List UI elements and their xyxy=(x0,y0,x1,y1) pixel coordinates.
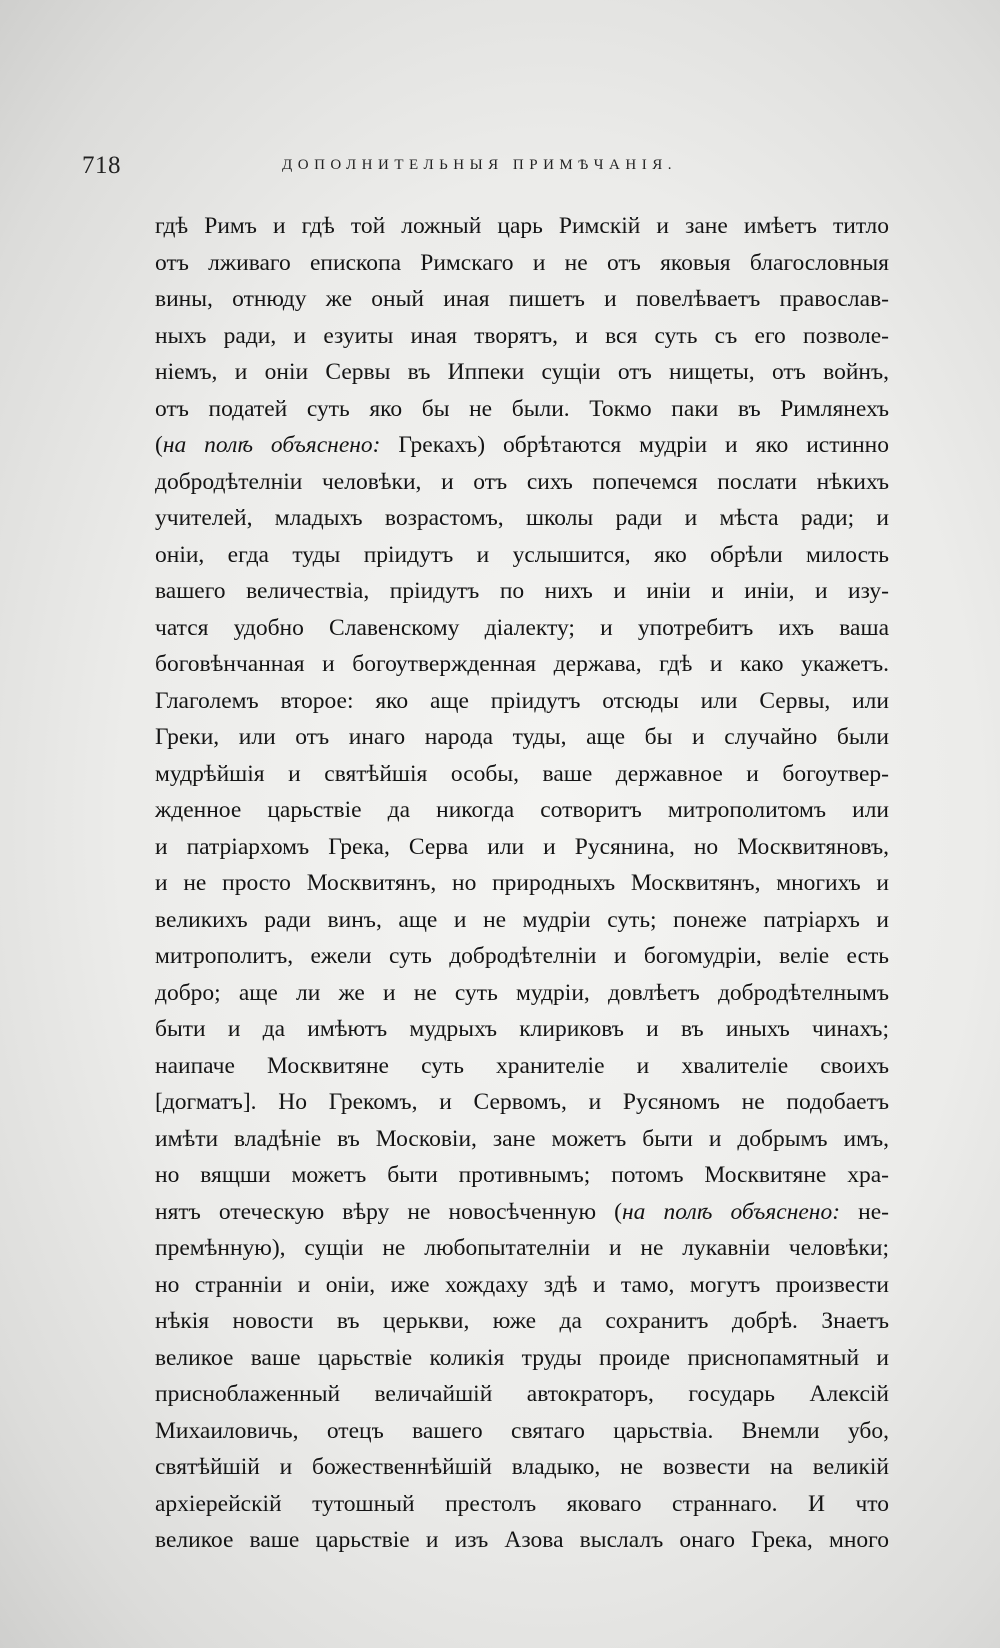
text-segment: не- xyxy=(840,1198,890,1225)
text-segment: имѣти владѣніе въ Московіи, зане можетъ быти и добрымъ имъ, xyxy=(155,1125,889,1152)
text-segment: митрополитъ, ежели суть добродѣтелніи и богомудріи, веліе есть xyxy=(155,943,889,969)
text-line xyxy=(155,573,889,610)
text-line xyxy=(155,537,889,574)
text-segment: ( xyxy=(155,432,163,458)
text-segment: и патріархомъ Грека, Серва или и Русянина, но Москвитяновъ, xyxy=(155,833,889,860)
text-line xyxy=(155,391,889,428)
text-segment: Греки, или отъ инаго народа туды, аще бы и случайно были xyxy=(155,724,889,750)
text-line xyxy=(155,1486,889,1523)
text-line xyxy=(155,427,889,464)
text-segment: отъ податей суть яко бы не были. Токмо паки въ Римлянехъ xyxy=(155,395,889,422)
text-segment: быти и да имѣютъ мудрыхъ клириковъ и въ иныхъ чинахъ; xyxy=(155,1016,889,1042)
page-number: 718 xyxy=(82,152,121,179)
running-title: ДОПОЛНИТЕЛЬНЫЯ ПРИМѢЧАНІЯ. xyxy=(282,157,677,173)
text-segment: великое ваше царьствіе коликія труды проиде приснопамятный и xyxy=(155,1344,889,1371)
text-segment: [догматъ]. Но Грекомъ, и Сервомъ, и Русяномъ не подобаетъ xyxy=(155,1089,889,1115)
text-segment: но странніи и оніи, иже хождаху здѣ и тамо, могутъ произвести xyxy=(155,1271,889,1298)
text-segment: ныхъ ради, и езуиты иная творятъ, и вся суть съ его позволе- xyxy=(155,322,889,349)
text-line xyxy=(155,318,889,355)
text-line xyxy=(155,1522,889,1559)
text-segment: и не просто Москвитянъ, но природныхъ Москвитянъ, многихъ и xyxy=(155,870,889,896)
text-line xyxy=(155,610,889,647)
text-line xyxy=(155,500,889,537)
text-segment: наипаче Москвитяне суть хранителіе и хвалителіе своихъ xyxy=(155,1052,889,1079)
text-segment: добродѣтелніи человѣки, и отъ сихъ попечемся послати нѣкихъ xyxy=(155,468,889,495)
text-line xyxy=(155,1449,889,1486)
text-segment: жденное царьствіе да никогда сотворитъ митрополитомъ или xyxy=(155,797,889,823)
text-segment: приснoблаженный величайшій автократоръ, государь Алексій xyxy=(155,1381,889,1407)
text-line xyxy=(155,646,889,683)
text-line xyxy=(155,208,889,245)
text-line xyxy=(155,938,889,975)
running-header xyxy=(82,152,902,186)
text-line xyxy=(155,683,889,720)
italic-segment: на полѣ объяснено: xyxy=(622,1198,841,1225)
text-segment: нѣкія новости въ церькви, юже да сохранитъ добрѣ. Знаетъ xyxy=(155,1308,889,1334)
text-segment: нятъ отеческую вѣру не новосѣченную ( xyxy=(155,1198,622,1225)
text-line xyxy=(155,1048,889,1085)
text-segment: боговѣнчанная и богоутвержденная держава, гдѣ и како укажетъ. xyxy=(155,651,889,677)
text-line xyxy=(155,1157,889,1194)
text-segment: вины, отнюду же оный иная пишетъ и повелѣваетъ православ- xyxy=(155,286,889,312)
text-line xyxy=(155,1303,889,1340)
text-line xyxy=(155,1121,889,1158)
text-line xyxy=(155,1011,889,1048)
text-line xyxy=(155,1230,889,1267)
text-segment: вашего величествіа, пріидутъ по нихъ и иніи и иніи, и изу- xyxy=(155,578,889,604)
text-segment: великое ваше царьствіе и изъ Азова выслалъ онаго Грека, много xyxy=(155,1527,889,1553)
text-segment: святѣйшій и божественнѣйшій владыко, не возвести на великій xyxy=(155,1454,889,1480)
text-segment: гдѣ Римъ и гдѣ той ложный царь Римскій и зане имѣетъ титло xyxy=(155,213,889,239)
text-segment: добро; аще ли же и не суть мудріи, довлѣетъ добродѣтелнымъ xyxy=(155,979,889,1006)
text-line xyxy=(155,1084,889,1121)
text-segment: Михаиловичь, отецъ вашего святаго царьствіа. Внемли убо, xyxy=(155,1417,889,1444)
text-line xyxy=(155,865,889,902)
text-segment: великихъ ради винъ, аще и не мудріи суть; понеже патріархъ и xyxy=(155,906,889,933)
text-line xyxy=(155,902,889,939)
text-segment: Грекахъ) обрѣтаются мудріи и яко истинно xyxy=(380,432,889,458)
text-line xyxy=(155,245,889,282)
text-line xyxy=(155,464,889,501)
text-segment: премѣнную), сущіи не любопытателніи и не лукавніи человѣки; xyxy=(155,1235,889,1261)
text-segment: оніи, егда туды пріидутъ и услышится, яко обрѣли милость xyxy=(155,541,889,568)
text-segment: но вящши можетъ быти противнымъ; потомъ Москвитяне хра- xyxy=(155,1162,889,1188)
text-segment: отъ лживаго епископа Римскаго и не отъ яковыя благословныя xyxy=(155,249,889,276)
text-line xyxy=(155,829,889,866)
text-line xyxy=(155,719,889,756)
text-line xyxy=(155,1267,889,1304)
text-line xyxy=(155,792,889,829)
text-segment: мудрѣйшія и святѣйшія особы, ваше державное и богоутвер- xyxy=(155,760,889,787)
text-line xyxy=(155,975,889,1012)
text-segment: Глаголемъ второе: яко аще пріидутъ отсюды или Сервы, или xyxy=(155,687,889,714)
italic-segment: на полѣ объяснено: xyxy=(162,432,381,458)
text-line xyxy=(155,1194,889,1231)
text-segment: чатся удобно Славенскому діалекту; и употребитъ ихъ ваша xyxy=(155,614,889,641)
text-segment: архіерейскій тутошный престолъ яковаго страннаго. И что xyxy=(155,1490,889,1517)
text-line xyxy=(155,1376,889,1413)
text-segment: ніемъ, и оніи Сервы въ Иппеки сущіи отъ нищеты, отъ войнъ, xyxy=(155,359,889,385)
text-line xyxy=(155,756,889,793)
text-line xyxy=(155,1413,889,1450)
text-line xyxy=(155,354,889,391)
text-line xyxy=(155,1340,889,1377)
text-line xyxy=(155,281,889,318)
body-text xyxy=(155,208,889,1559)
text-segment: учителей, младыхъ возрастомъ, школы ради и мѣста ради; и xyxy=(155,505,889,531)
